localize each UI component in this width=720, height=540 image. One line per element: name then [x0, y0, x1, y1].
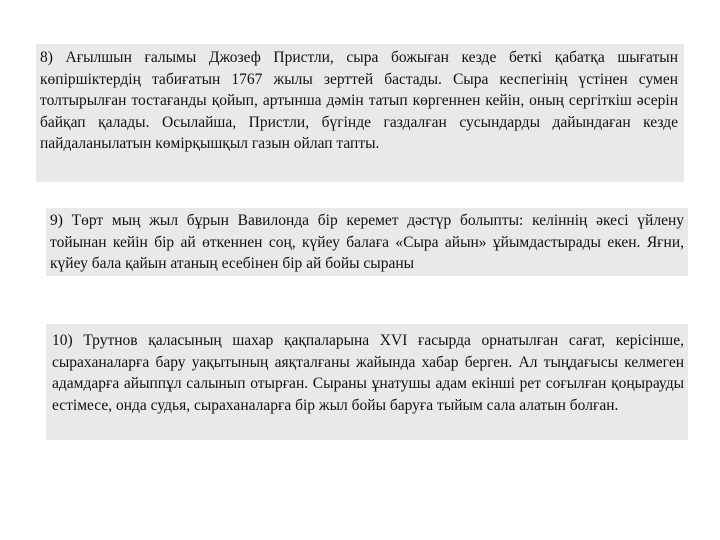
fact-9-paragraph: 9) Төрт мың жыл бұрын Вавилонда бір керемет дәстүр болыпты: келіннің әкесі үйлену тойынан кейін бір ай өткеннен соң, күйеу балаға «Сыра айын» ұйымдастырады екен. Яғни, күйеу бала қайын атаның есебінен бір ай бойы сыраны [50, 212, 684, 272]
text-box-fact-10 [46, 324, 688, 440]
text-box-fact-9 [46, 208, 688, 276]
fact-10-paragraph: 10) Трутнов қаласының шахар қақпаларына XVI ғасырда орнатылған сағат, керісінше, сыраханаларға бару уақытының аяқталғаны жайында хабар берген. Ал тыңдағысы келмеген адамдарға айыппұл салынып отырған. Сыраны ұнатушы адам екінші рет соғылған қоңырауды естімесе, онда судья, сыраханаларға бір жыл бойы баруға тыйым сала алатын болған. [52, 332, 684, 414]
fact-8-paragraph: 8) Ағылшын ғалымы Джозеф Пристли, сыра божыған кезде беткі қабатқа шығатын көпіршіктердің табиғатын 1767 жылы зерттей бастады. Сыра кеспегінің үстінен сумен толтырылған тостағанды қойып, артынша дәмін татып көргеннен кейін, оның сергіткіш әсерін байқап қалады. Осылайша, Пристли, бүгінде газдалған сусындарды дайындаған кезде пайдаланылатын көмірқышқыл газын ойлап тапты. [40, 49, 678, 152]
text-box-fact-8 [36, 44, 684, 182]
